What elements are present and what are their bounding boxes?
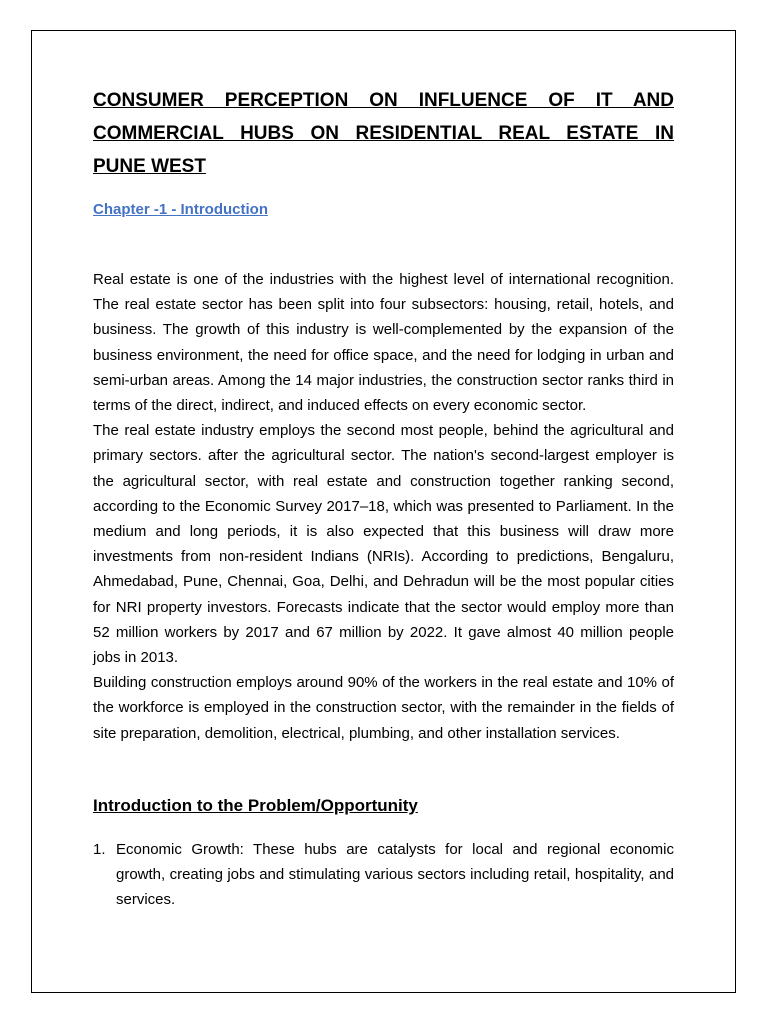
document-body bbox=[93, 84, 674, 912]
list-item-text: Economic Growth: These hubs are catalysts for local and regional economic growth, creating jobs and stimulating various sectors including retail, hospitality, and services. bbox=[116, 840, 674, 909]
document-title bbox=[93, 84, 674, 183]
section-heading: Introduction to the Problem/Opportunity bbox=[93, 795, 418, 815]
title-line: CONSUMER PERCEPTION ON INFLUENCE OF IT AND bbox=[93, 90, 674, 111]
body-paragraph: Building construction employs around 90% of the workers in the real estate and 10% of the workforce is employed in the construction sector, with the remainder in the fields of site preparation, demolition, electrical, plumbing, and other installation services. bbox=[93, 674, 674, 742]
chapter-heading-link[interactable]: Chapter -1 - Introduction bbox=[93, 201, 268, 218]
body-paragraph: The real estate industry employs the second most people, behind the agricultural and primary sectors. after the agricultural sector. The nation's second-largest employer is the agricultural sector, with real estate and construction together ranking second, according to the Economic Survey 2017–18, which was presented to Parliament. In the medium and long periods, it is also expected that this business will draw more investments from non-resident Indians (NRIs). According to predictions, Bengaluru, Ahmedabad, Pune, Chennai, Goa, Delhi, and Dehradun will be the most popular cities for NRI property investors. Forecasts indicate that the sector would employ more than 52 million workers by 2017 and 67 million by 2022. It gave almost 40 million people jobs in 2013. bbox=[93, 422, 674, 667]
title-line: PUNE WEST bbox=[93, 156, 206, 177]
list-item bbox=[93, 837, 674, 913]
body-paragraph: Real estate is one of the industries with the highest level of international recognition. The real estate sector has been split into four subsectors: housing, retail, hotels, and business. The growth of this industry is well-complemented by the expansion of the business environment, the need for office space, and the need for lodging in urban and semi-urban areas. Among the 14 major industries, the construction sector ranks third in terms of the direct, indirect, and induced effects on every economic sector. bbox=[93, 271, 674, 415]
title-line: COMMERCIAL HUBS ON RESIDENTIAL REAL ESTATE IN bbox=[93, 123, 674, 144]
numbered-list bbox=[93, 837, 674, 913]
list-item-number: 1. bbox=[93, 840, 106, 858]
